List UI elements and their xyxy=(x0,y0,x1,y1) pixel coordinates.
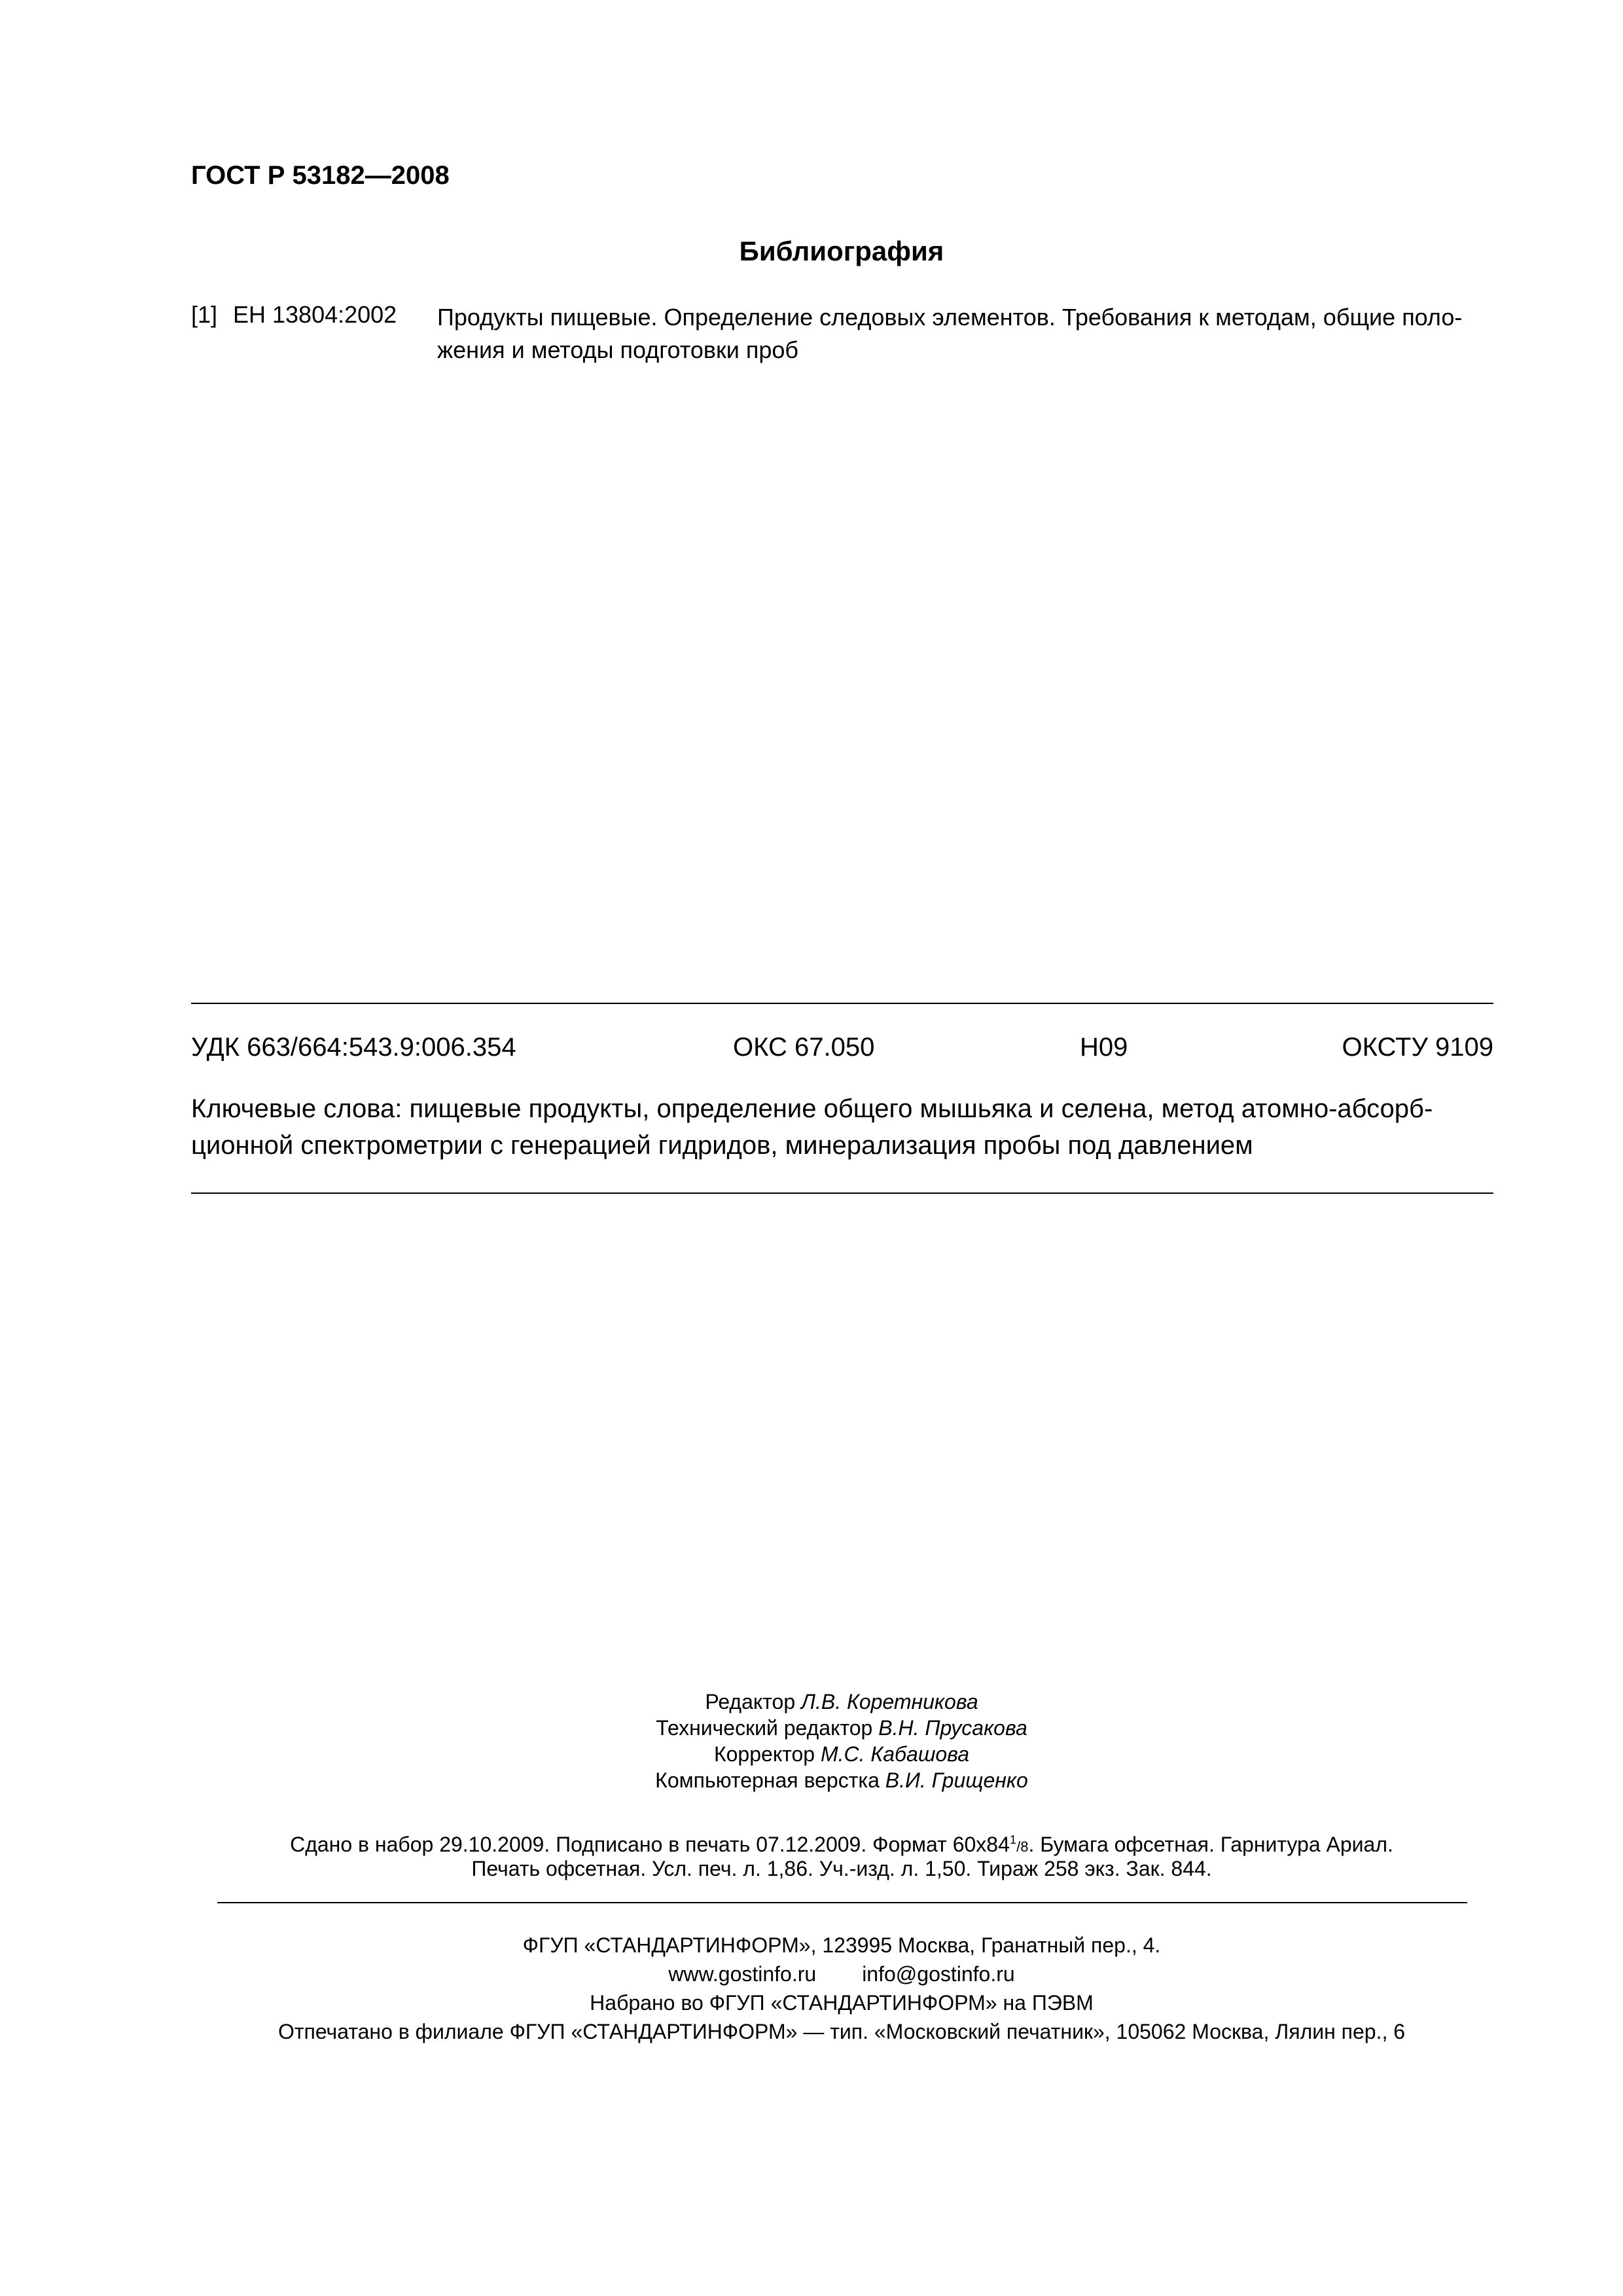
credit-role: Компьютерная верстка xyxy=(655,1768,880,1792)
website-link[interactable]: www.gostinfo.ru xyxy=(668,1962,817,1986)
reference-text: Продукты пищевые. Определение следовых элементов. Требования к методам, общие поло-жения и методы подготовки проб xyxy=(437,304,1463,363)
email-link[interactable]: info@gostinfo.ru xyxy=(862,1962,1015,1986)
credit-role: Корректор xyxy=(713,1742,815,1766)
credit-editor xyxy=(0,1689,1623,1715)
publisher-printed: Отпечатано в филиале ФГУП «СТАНДАРТИНФОРМ» — тип. «Московский печатник», 105062 Москва, Лялин пер., 6 xyxy=(277,2020,1406,2043)
credit-role: Редактор xyxy=(705,1690,796,1713)
credit-name: М.С. Кабашова xyxy=(820,1742,969,1766)
imprint-line-1: Сдано в набор 29.10.2009. Подписано в печать 07.12.2009. Формат $60х84^1/8$. Бумага офсетная. Гарнитура Ариал. xyxy=(290,1833,1393,1856)
credit-name: В.И. Грищенко xyxy=(885,1768,1028,1792)
publisher-address: ФГУП «СТАНДАРТИНФОРМ», 123995 Москва, Гранатный пер., 4. xyxy=(522,1933,1161,1957)
document-code: ГОСТ Р 53182—2008 xyxy=(191,161,450,190)
kgs-code: Н09 xyxy=(1080,1033,1128,1062)
credit-tech-editor xyxy=(0,1715,1623,1741)
publisher-contacts xyxy=(0,1960,1623,1988)
udk-code: УДК 663/664:543.9:006.354 xyxy=(191,1033,516,1062)
divider-middle xyxy=(191,1193,1493,1194)
credit-role: Технический редактор xyxy=(656,1716,873,1740)
bibliography-title: Библиография xyxy=(739,236,944,266)
credit-layout xyxy=(0,1767,1623,1793)
divider-top xyxy=(191,1003,1493,1004)
reference-number: [1] xyxy=(191,301,218,328)
divider-imprint xyxy=(217,1902,1467,1903)
oks-code: ОКС 67.050 xyxy=(733,1033,875,1062)
credit-name: В.Н. Прусакова xyxy=(878,1716,1027,1740)
publisher-typeset: Набрано во ФГУП «СТАНДАРТИНФОРМ» на ПЭВМ xyxy=(590,1991,1094,2015)
imprint-line-2: Печать офсетная. Усл. печ. л. 1,86. Уч.-изд. л. 1,50. Тираж 258 экз. Зак. 844. xyxy=(471,1857,1212,1880)
credit-name: Л.В. Коретникова xyxy=(801,1690,978,1713)
keywords: Ключевые слова: пищевые продукты, определение общего мышьяка и селена, метод атомно-абсорб-ционной спектрометрии с генерацией гидридов, минерализация пробы под давлением xyxy=(191,1094,1433,1160)
credit-proofreader xyxy=(0,1741,1623,1767)
okstu-code: ОКСТУ 9109 xyxy=(1342,1033,1493,1062)
reference-code: ЕН 13804:2002 xyxy=(233,301,397,328)
